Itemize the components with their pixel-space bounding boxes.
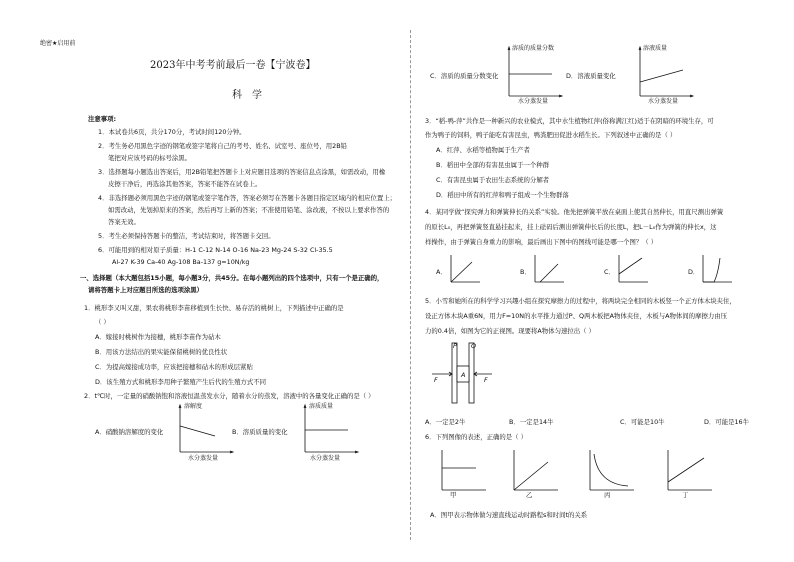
q2-stem: 2．t℃时，一定量的硝酸钠饱和溶液恒温蒸发水分，随着水分的蒸发，溶液中的各量变化正确的是（ ） [84,392,375,400]
q4-option-d: D． [688,268,700,276]
notice-item: 1．本试卷共6页，共分170分，考试时间120分钟。 [98,128,246,136]
q5-label-p: P [453,342,457,350]
notice-item: 2．考生务必用黑色字迹的钢笔或签字笔将自己的考号、姓名、试室号、座位号，用2B铅 [98,142,347,150]
q4-graph-c [616,252,650,286]
q5-label-f-left: F [434,376,438,384]
q6-stem: 6．下列图像的表述，正确的是（ ） [425,433,527,441]
notice-item: 6．可能用到的相对原子质量：H-1 C-12 N-14 O-16 Na-23 Mg-24 S-32 Cl-35.5 [98,246,333,254]
q2-option-b: B．溶质质量的变化 [232,428,288,436]
secret-label: 绝密★启用前 [40,40,76,47]
q4-stem-1: 4．某同学做“探究弹力和弹簧伸长的关系”实验。他先把弹簧平放在桌面上使其自然伸长，用直尺测出弹簧 [425,208,724,216]
q5-label-f-right: F [484,376,488,384]
qc-option-c: C．溶质的质量分数变化 [430,72,499,80]
q6-graphs [436,446,736,500]
q4-stem-3: 样操作，由于弹簧自身重力的影响，最后画出下图中的图线可能是哪一个图？（ ） [425,238,658,246]
q1-option-a: A．嫁接时桃树作为接穗，桃形李苗作为砧木 [95,333,221,341]
q4-option-a: A． [436,268,447,276]
notice-item: 3．选择题每小题选出答案后，用2B铅笔把答题卡上对应题目选项的答案信息点涂黑，如需改动，用橡 [98,168,386,176]
section-heading-2: 请将答题卡上对应题目所选的选项涂黑） [88,286,204,294]
q2-graph-a-ylabel: 溶解度 [184,403,203,410]
q1-option-c: C．为提高嫁接成功率，应该把接穗和砧木的形成层紧贴 [95,363,253,371]
q5-option-b: B．一定是14牛 [509,418,554,426]
notice-item: 4．非选择题必须用黑色字迹的钢笔或签字笔作答，答案必须写在答题卡各题目指定区域内的相应位置上； [98,194,397,202]
q1-stem: 1．桃形李又叫又甜，果农将桃形李苗移植到生长快、易存活的桃树上，下列描述中正确的是 [84,304,344,312]
q3-option-b: B．稻田中全部的有害昆虫属于一个种群 [436,161,550,169]
notice-item: 如需改动，先划掉原来的答案，然后再写上新的答案；不准使用铅笔、涂改液，不按以上要求作答的 [108,206,390,214]
q1-option-b: B．用该方法结出的果实能保留桃树的优良性状 [95,348,228,356]
column-divider [410,30,411,540]
q6-option-a: A．图甲表示物体做匀速直线运动时路程s和时间t的关系 [430,511,588,519]
q5-stem-3: 力的0.4倍，如图为它的正视图。现要将A物体匀速拉出（ ） [425,327,595,335]
q4-option-c: C． [604,268,615,276]
qc-graph-d-xlabel: 水分蒸发量 [648,98,679,105]
q2-option-a: A．硝酸钠溶解度的变化 [95,428,164,436]
q3-option-a: A．红萍、水稻等植物属于生产者 [436,146,530,154]
q3-stem-2: 作为鸭子的饲料，鸭子能吃有害昆虫，鸭粪肥田促进水稻生长。下列叙述中正确的是（ ） [425,131,677,139]
q1-paren: （ ） [95,318,110,326]
q5-option-d: D．可能是16牛 [704,418,750,426]
q6-label-jia: 甲 [450,491,457,499]
q3-stem-1: 3．“稻-鸭-萍”共作是一种新兴的农业模式，其中水生植物红萍(俗称满江红)适于在阴暗的环境生存，可 [425,117,714,125]
notice-item: 笔把对应该号码的标号涂黑。 [108,154,192,162]
qc-graph-c-ylabel: 溶质的质量分数 [512,45,555,52]
section-heading: 一、选择题（本大题包括15小题，每小题3分，共45分。在每小题列出的四个选项中，只有一个是正确的， [80,274,384,282]
q1-option-d: D．该生殖方式和桃形李用种子繁殖产生后代的生殖方式不同 [95,378,267,386]
q2-graph-b-ylabel: 溶质质量 [309,403,334,410]
q5-label-a: A [461,371,466,379]
q3-option-d: D．稻田中所有的红萍和鸭子组成一个生物群落 [436,191,569,199]
q5-option-c: C．可能是10牛 [620,418,665,426]
q2-graph-b-xlabel: 水分蒸发量 [310,455,341,462]
q4-option-b: B． [520,268,531,276]
q6-label-yi: 乙 [526,491,533,499]
page-title: 2023年中考考前最后一卷【宁波卷】 [150,60,316,71]
subject-title: 科学 [232,90,272,101]
q2-graph-a-xlabel: 水分蒸发量 [188,455,219,462]
q6-label-bing: 丙 [604,491,611,499]
notice-item: Al-27 K-39 Ca-40 Ag-108 Ba-137 g=10N/kg [112,258,250,266]
notice-title: 注意事项: [88,115,117,123]
q4-stem-2: 的原长L₀，再把弹簧竖直悬挂起来，挂上砝码后测出弹簧伸长后的长度L，把L－L₀作为弹簧的伸长x，这 [425,223,717,231]
q3-option-c: C．有害昆虫属于农田生态系统的分解者 [436,176,550,184]
q5-option-a: A．一定是2牛 [425,418,466,426]
qc-graph-d-ylabel: 溶液质量 [643,45,668,52]
q5-label-q: Q [471,342,477,350]
q4-graph-d [700,252,734,286]
notice-item: 5．考生必须保持答题卡的整洁，考试结束时，将答题卡交回。 [98,232,275,240]
notice-item: 答案无效。 [108,218,140,226]
q5-stem-1: 5．小雪和她所在的科学学习兴趣小组在探究摩擦力的过程中，将两块完全相同的木板竖一个正方体木块夹住， [425,297,736,305]
qc-option-d: D．溶液质量变化 [566,72,616,80]
q4-graph-a [448,252,482,286]
qc-graph-c-xlabel: 水分蒸发量 [518,98,549,105]
q4-graph-b [532,252,566,286]
q6-label-ding: 丁 [682,491,689,499]
notice-item: 皮擦干净后，再选涂其他答案，答案不能答在试卷上。 [108,180,262,188]
q5-stem-2: 设正方体木块A重6N，用力F=10N的水平推力通过P、Q两木板把A物体夹住，木板与A物体间的摩擦力由压 [425,312,728,320]
